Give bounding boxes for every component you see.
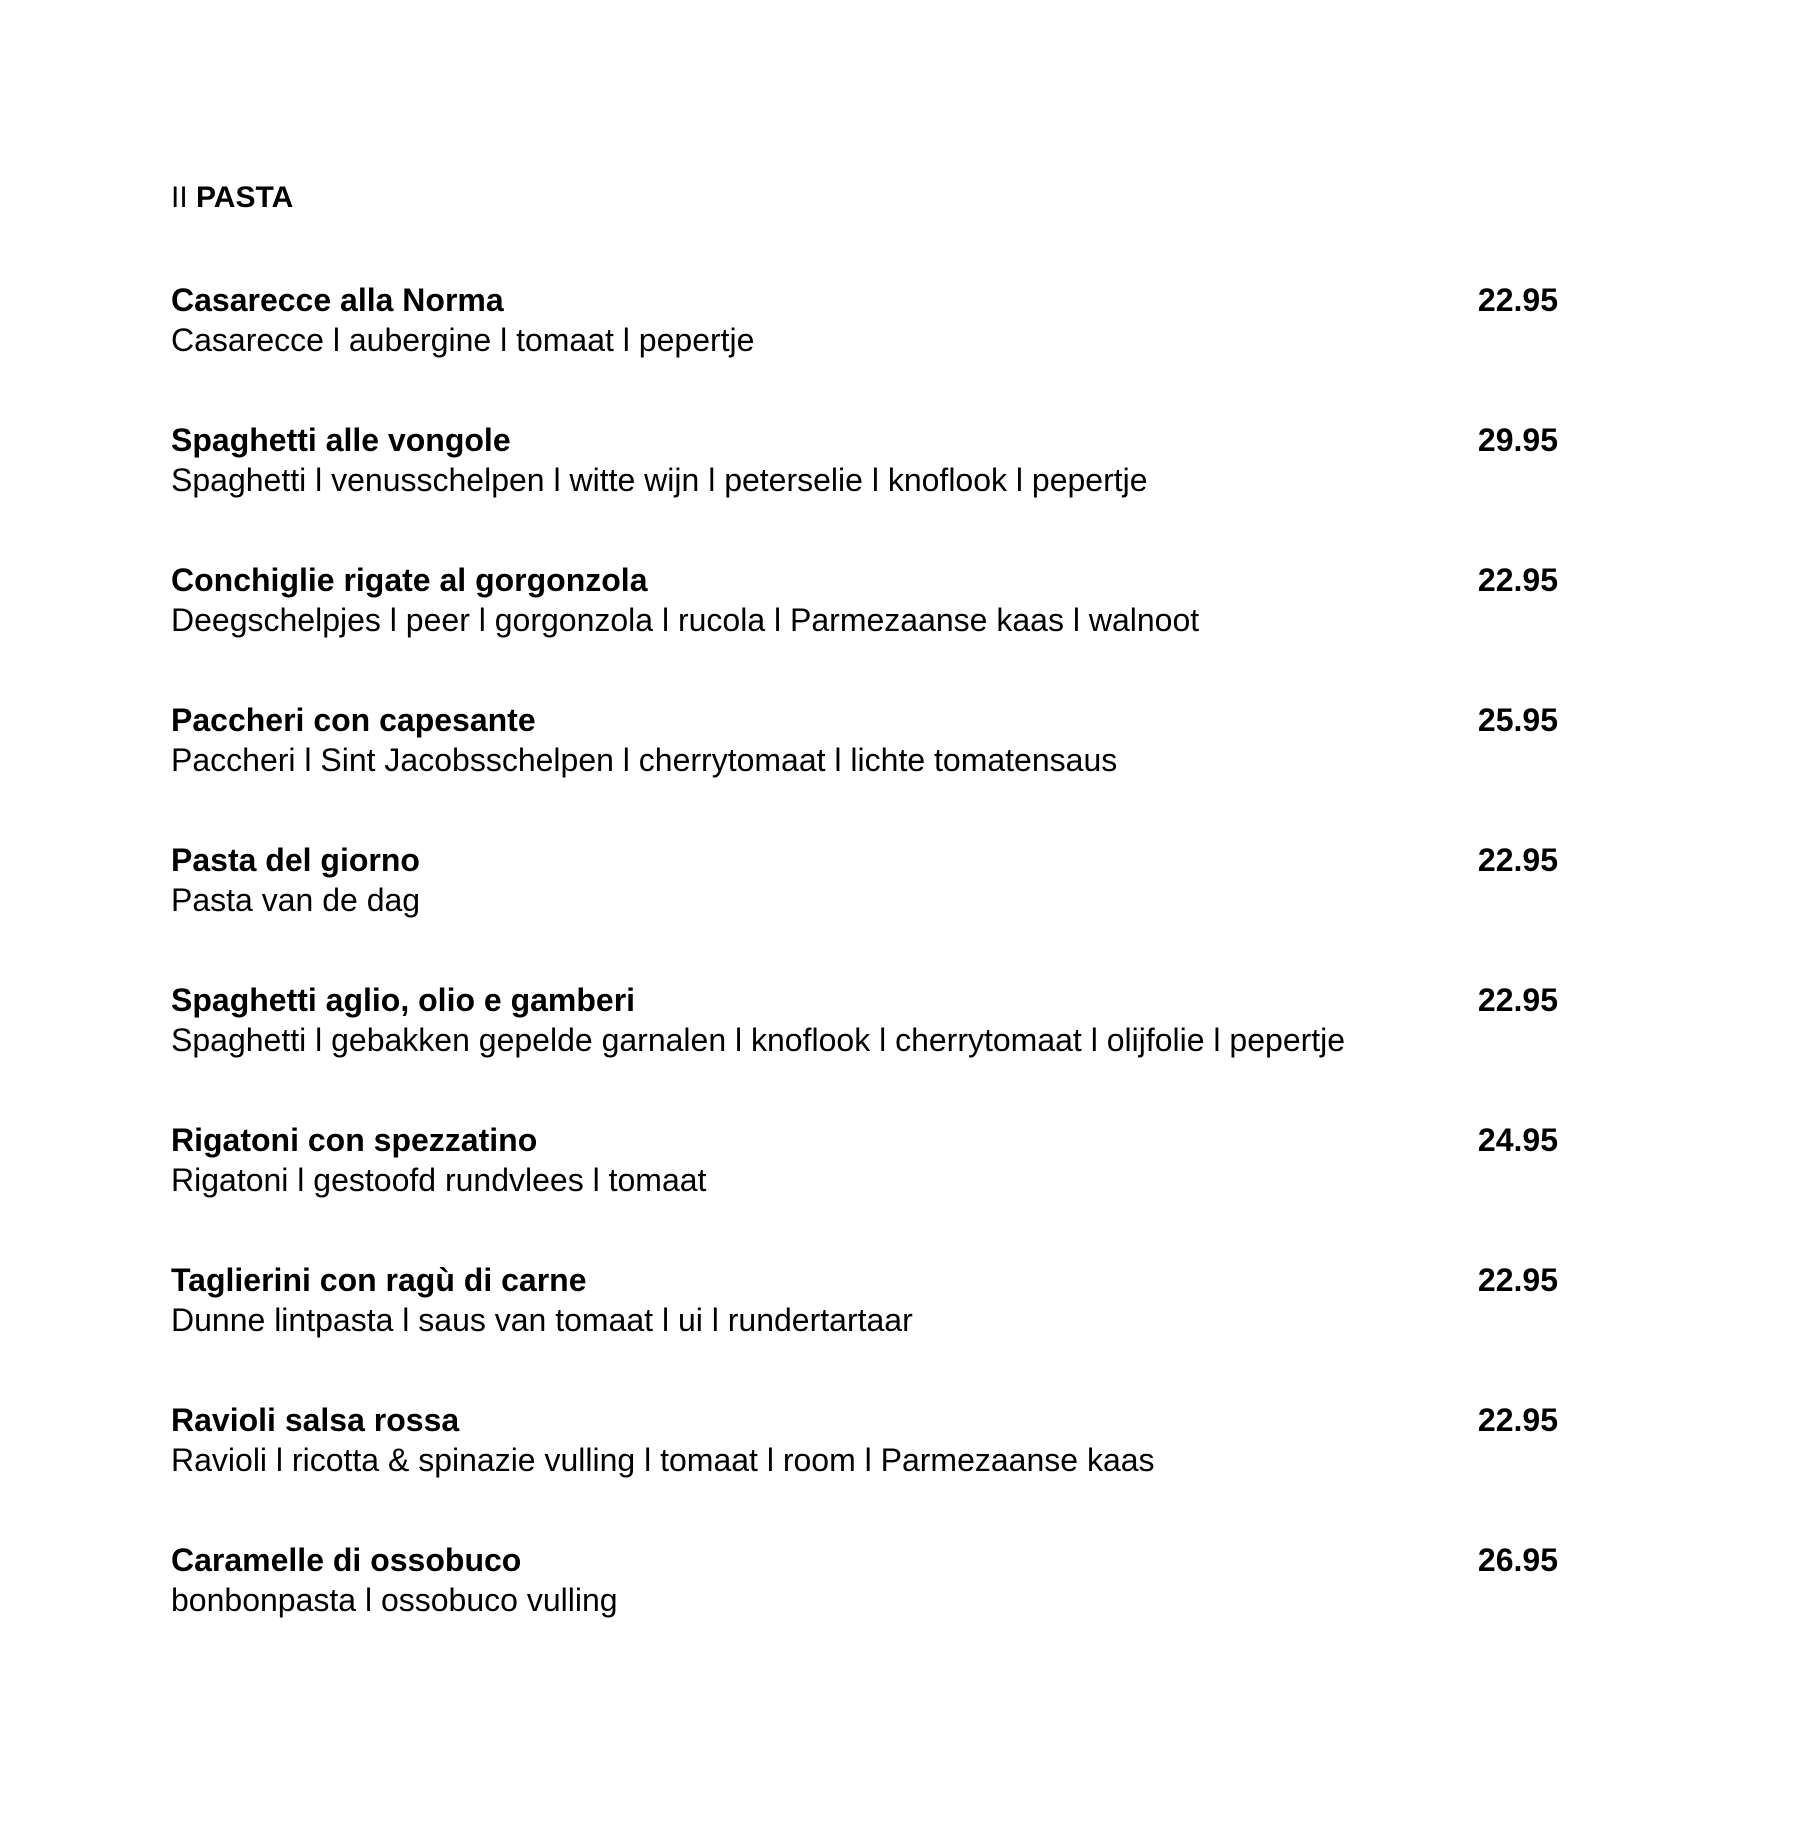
dish-description: Casarecce l aubergine l tomaat l pepertje xyxy=(171,322,755,358)
dish-price: 22.95 xyxy=(1477,562,1558,598)
menu-item xyxy=(171,420,1558,560)
dish-name: Taglierini con ragù di carne xyxy=(171,1262,587,1298)
menu-item xyxy=(171,560,1558,700)
dish-description: Pasta van de dag xyxy=(171,882,421,918)
dish-description: Deegschelpjes l peer l gorgonzola l rucola l Parmezaanse kaas l walnoot xyxy=(171,602,1200,638)
dish-description: Rigatoni l gestoofd rundvlees l tomaat xyxy=(171,1162,707,1198)
menu-item xyxy=(171,1540,1558,1680)
dish-description: bonbonpasta l ossobuco vulling xyxy=(171,1582,618,1618)
section-prefix: II xyxy=(171,181,188,214)
dish-price: 26.95 xyxy=(1477,1542,1558,1578)
dish-description: Spaghetti l venusschelpen l witte wijn l peterselie l knoflook l pepertje xyxy=(171,462,1148,498)
menu-item xyxy=(171,980,1558,1120)
menu-item xyxy=(171,840,1558,980)
dish-description: Spaghetti l gebakken gepelde garnalen l knoflook l cherrytomaat l olijfolie l pepertje xyxy=(171,1022,1346,1058)
dish-name: Paccheri con capesante xyxy=(171,702,536,738)
dish-name: Casarecce alla Norma xyxy=(171,282,504,318)
dish-price: 22.95 xyxy=(1477,982,1558,1018)
dish-name: Conchiglie rigate al gorgonzola xyxy=(171,562,648,598)
section-title xyxy=(171,180,293,216)
dish-name: Pasta del giorno xyxy=(171,842,420,878)
menu-item xyxy=(171,1260,1558,1400)
dish-name: Rigatoni con spezzatino xyxy=(171,1122,538,1158)
dish-description: Dunne lintpasta l saus van tomaat l ui l rundertartaar xyxy=(171,1302,913,1338)
menu-item xyxy=(171,1400,1558,1540)
dish-description: Ravioli l ricotta & spinazie vulling l tomaat l room l Parmezaanse kaas xyxy=(171,1442,1155,1478)
dish-name: Spaghetti alle vongole xyxy=(171,422,511,458)
menu-item xyxy=(171,700,1558,840)
dish-price: 22.95 xyxy=(1477,1262,1558,1298)
dish-price: 25.95 xyxy=(1477,702,1558,738)
dish-name: Ravioli salsa rossa xyxy=(171,1402,460,1438)
dish-price: 22.95 xyxy=(1477,842,1558,878)
dish-price: 24.95 xyxy=(1477,1122,1558,1158)
menu-item xyxy=(171,1120,1558,1260)
dish-name: Caramelle di ossobuco xyxy=(171,1542,522,1578)
dish-price: 22.95 xyxy=(1477,282,1558,318)
dish-price: 22.95 xyxy=(1477,1402,1558,1438)
menu-item xyxy=(171,280,1558,420)
dish-description: Paccheri l Sint Jacobsschelpen l cherrytomaat l lichte tomatensaus xyxy=(171,742,1118,778)
dish-name: Spaghetti aglio, olio e gamberi xyxy=(171,982,636,1018)
section-name: PASTA xyxy=(196,181,294,214)
menu-list xyxy=(171,280,1558,1680)
dish-price: 29.95 xyxy=(1477,422,1558,458)
